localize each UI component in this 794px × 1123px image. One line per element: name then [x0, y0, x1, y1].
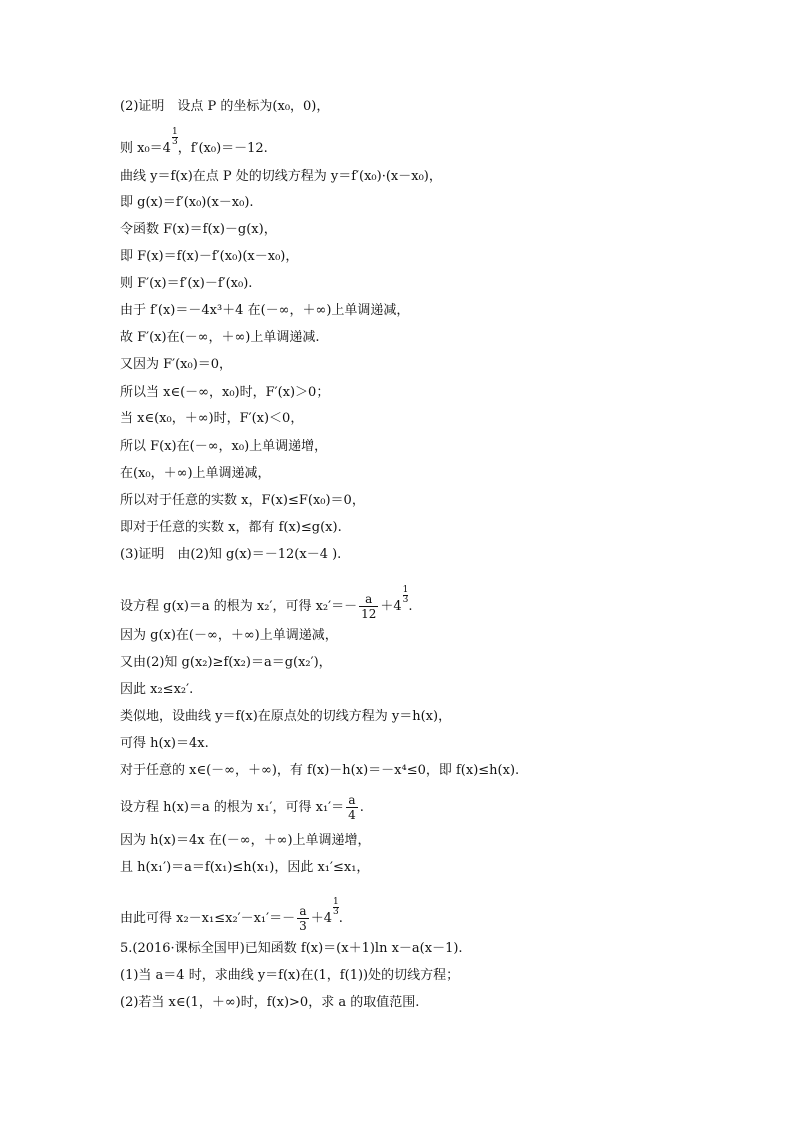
line-text: 因为 g(x)在(－∞，＋∞)上单调递减，	[120, 628, 338, 643]
line-text: 5.(2016·课标全国甲)已知函数 f(x)＝(x＋1)ln x－a(x－1).	[120, 941, 463, 956]
line-text: 所以 F(x)在(－∞，x₀)上单调递增，	[120, 439, 328, 454]
line-text: 又因为 F′(x₀)＝0，	[120, 357, 233, 372]
line-text: ＋4	[310, 911, 333, 926]
text-line	[120, 438, 327, 456]
line-text: 则 x₀＝4	[120, 141, 171, 156]
text-line	[120, 762, 519, 780]
line-text: ，f′(x₀)＝－12.	[177, 141, 268, 156]
line-text: 令函数 F(x)＝f(x)－g(x)，	[120, 222, 277, 237]
line-text: 又由(2)知 g(x₂)≥f(x₂)＝a＝g(x₂′)，	[120, 655, 332, 670]
line-text: 所以对于任意的实数 x，F(x)≤F(x₀)＝0，	[120, 493, 365, 508]
line-text: 设方程 g(x)＝a 的根为 x₂′，可得 x₂′＝－	[120, 599, 358, 614]
text-line	[120, 128, 268, 159]
line-text: .	[359, 800, 364, 815]
line-text: (2)证明 设点 P 的坐标为(x₀，0)，	[120, 99, 330, 114]
text-line	[120, 898, 343, 933]
line-text: 曲线 y＝f(x)在点 P 处的切线方程为 y＝f′(x₀)·(x－x₀)，	[120, 169, 442, 184]
line-text: 类似地，设曲线 y＝f(x)在原点处的切线方程为 y＝h(x)，	[120, 709, 452, 724]
text-line	[120, 275, 252, 293]
text-line	[120, 654, 332, 672]
text-line	[120, 492, 365, 510]
text-line	[120, 546, 341, 564]
line-text: 则 F′(x)＝f′(x)－f′(x₀).	[120, 276, 253, 291]
text-line	[120, 519, 342, 537]
line-text: 所以当 x∈(－∞，x₀)时，F′(x)＞0；	[120, 385, 330, 400]
text-line	[120, 586, 413, 621]
exponent-fraction: $\frac{1}{3}$	[333, 897, 339, 917]
text-line	[120, 384, 329, 402]
line-text: 且 h(x₁′)＝a＝f(x₁)≤h(x₁)，因此 x₁′≤x₁，	[120, 860, 370, 875]
text-line	[120, 681, 193, 699]
text-line	[120, 994, 419, 1012]
line-text: (2)若当 x∈(1，＋∞)时，f(x)>0，求 a 的取值范围.	[120, 995, 420, 1010]
text-line	[120, 465, 271, 483]
text-line	[120, 356, 232, 374]
exponent-fraction: $\frac{1}{3}$	[402, 585, 409, 605]
line-text: .	[408, 599, 413, 614]
line-text: 故 F′(x)在(－∞，＋∞)上单调递减.	[120, 330, 320, 345]
line-text: 即对于任意的实数 x，都有 f(x)≤g(x).	[120, 520, 342, 535]
line-text: 因此 x₂≤x₂′.	[120, 682, 194, 697]
line-text: ＋4	[380, 599, 402, 614]
text-line	[120, 832, 371, 850]
text-line	[120, 627, 338, 645]
line-text: 即 F(x)＝f(x)－f′(x₀)(x－x₀)，	[120, 249, 299, 264]
line-text: 即 g(x)＝f′(x₀)(x－x₀).	[120, 195, 254, 210]
text-line	[120, 967, 459, 985]
line-text: 因为 h(x)＝4x 在(－∞，＋∞)上单调递增，	[120, 833, 371, 848]
fraction-a-over-4: $\frac{a}{4}$	[348, 793, 356, 822]
text-line	[120, 793, 364, 822]
text-line	[120, 859, 369, 877]
text-line	[120, 98, 329, 116]
text-line	[120, 221, 277, 239]
line-text: 由于 f′(x)＝－4x³＋4 在(－∞，＋∞)上单调递减，	[120, 303, 410, 318]
exponent-fraction: $\frac{1}{3}$	[171, 127, 178, 147]
line-text: .	[338, 911, 343, 926]
line-text: 设方程 h(x)＝a 的根为 x₁′，可得 x₁′＝	[120, 800, 345, 815]
line-text: 在(x₀，＋∞)上单调递减，	[120, 466, 271, 481]
fraction-a-over-12: $\frac{a}{12}$	[361, 592, 377, 621]
text-line	[120, 168, 442, 186]
text-line	[120, 302, 409, 320]
text-line	[120, 248, 298, 266]
text-line	[120, 735, 209, 753]
text-line	[120, 708, 451, 726]
line-text: (1)当 a＝4 时，求曲线 y＝f(x)在(1，f(1))处的切线方程；	[120, 968, 460, 983]
line-text: 当 x∈(x₀，＋∞)时，F′(x)＜0，	[120, 411, 304, 426]
line-text: (3)证明 由(2)知 g(x)＝－12(x－4 ).	[120, 547, 342, 562]
text-line	[120, 940, 463, 958]
line-text: 对于任意的 x∈(－∞，＋∞)，有 f(x)－h(x)＝－x⁴≤0，即 f(x)≤h(x).	[120, 763, 520, 778]
line-text: 由此可得 x₂－x₁≤x₂′－x₁′＝－	[120, 911, 296, 926]
line-text: 可得 h(x)＝4x.	[120, 736, 209, 751]
text-line	[120, 329, 320, 347]
fraction-a-over-3: $\frac{a}{3}$	[299, 904, 307, 933]
text-line	[120, 194, 254, 212]
text-line	[120, 410, 303, 428]
